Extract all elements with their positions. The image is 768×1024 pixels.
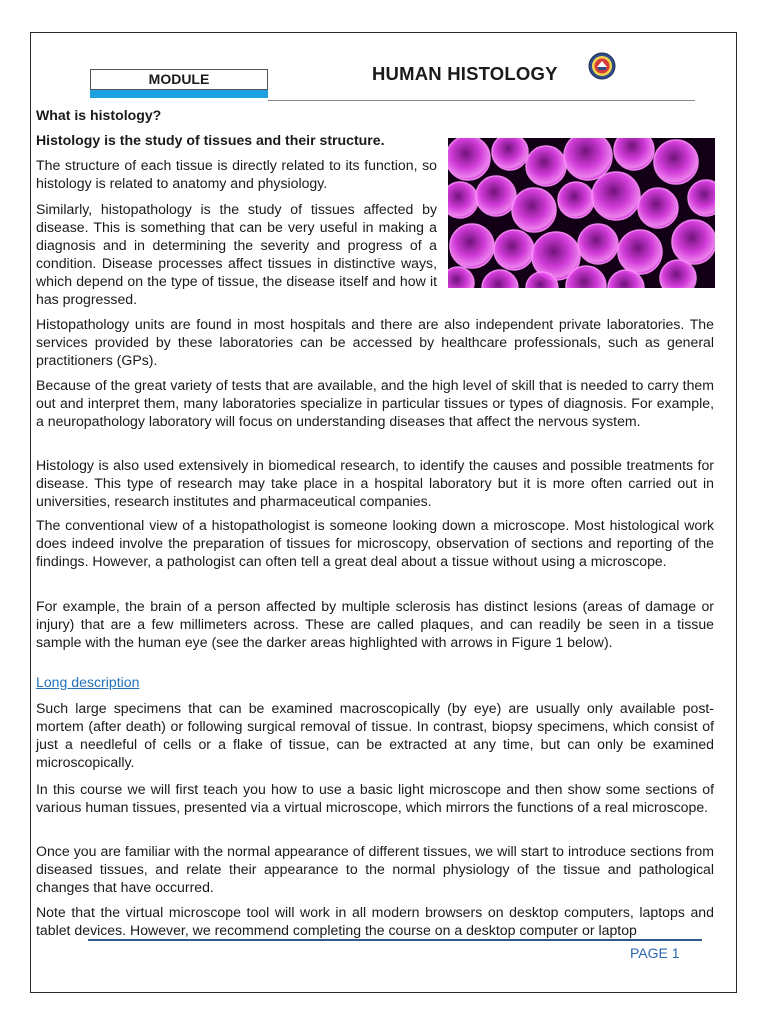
paragraph-research: Histology is also used extensively in biomedical research, to identify the causes and possible treatments for disease. This type of research may take place in a hospital laboratory but it is more often carried out in universities, research institutes and pharmaceutical companies. bbox=[36, 457, 714, 509]
cell-3 bbox=[526, 146, 566, 186]
cell-8 bbox=[448, 182, 478, 218]
cell-9 bbox=[476, 176, 516, 216]
cell-18 bbox=[578, 224, 618, 264]
cell-2 bbox=[492, 138, 528, 170]
magenta-cells-micrograph-icon bbox=[448, 138, 715, 288]
page-number: PAGE 1 bbox=[630, 945, 680, 961]
cell-4 bbox=[564, 138, 612, 180]
paragraph-specimens: Such large specimens that can be examined macroscopically (by eye) are usually only available post-mortem (after death) or following surgical removal of tissue. In contrast, biopsy specimens, which consist of just a needleful of cells or a flake of tissue, can be extracted at any time, but can only be examined microscopically. bbox=[36, 700, 714, 770]
cell-13 bbox=[638, 188, 678, 228]
paragraph-course: In this course we will first teach you how to use a basic light microscope and then show some sections of various human tissues, presented via a virtual microscope, which mirrors the functions of a real microscope. bbox=[36, 781, 714, 815]
definition-heading: Histology is the study of tissues and their structure. bbox=[36, 132, 385, 148]
paragraph-structure: The structure of each tissue is directly related to its function, so histology is related to anatomy and physiology. bbox=[36, 157, 437, 191]
seal-emblem-icon bbox=[588, 52, 616, 80]
cell-6 bbox=[654, 140, 698, 184]
paragraph-virtual-microscope: Note that the virtual microscope tool will work in all modern browsers on desktop computers, laptops and tablet devices. However, we recommend completing the course on a desktop computer or laptop bbox=[36, 904, 714, 938]
paragraph-diseased: Once you are familiar with the normal appearance of different tissues, we will start to introduce sections from diseased tissues, and relate their appearance to the normal physiology of the tissue and pathological changes that have occurred. bbox=[36, 843, 714, 895]
module-label: MODULE bbox=[90, 69, 268, 90]
cell-15 bbox=[450, 224, 494, 268]
cell-14 bbox=[672, 220, 715, 264]
cell-19 bbox=[618, 230, 662, 274]
cell-12 bbox=[592, 172, 640, 220]
cell-5 bbox=[614, 138, 654, 170]
histology-figure bbox=[448, 138, 715, 288]
paragraph-units: Histopathology units are found in most hospitals and there are also independent private laboratories. The services provided by these laboratories can be accessed by healthcare professionals, such as general practitioners (GPs). bbox=[36, 316, 714, 368]
document-title: HUMAN HISTOLOGY bbox=[372, 63, 558, 84]
long-description-link[interactable]: Long description bbox=[36, 674, 140, 690]
module-accent-bar bbox=[90, 90, 268, 98]
paragraph-ms-example: For example, the brain of a person affected by multiple sclerosis has distinct lesions (areas of damage or injury) that are a few millimeters across. These are called plaques, and can readily be seen in a tissue sample with the human eye (see the darker areas highlighted with arrows in Figure 1 below). bbox=[36, 598, 714, 650]
paragraph-tests: Because of the great variety of tests that are available, and the high level of skill that is needed to carry them out and interpret them, many laboratories specialize in particular tissues or types of diagnosis. For example, a neuropathology laboratory will focus on understanding diseases that affect the nervous system. bbox=[36, 377, 714, 429]
cell-1 bbox=[448, 138, 490, 180]
paragraph-histopathologist: The conventional view of a histopathologist is someone looking down a microscope. Most histological work does indeed involve the preparation of tissues for microscopy, observation of sections and reporting of the findings. However, a pathologist can often tell a great deal about a tissue without using a microscope. bbox=[36, 517, 714, 569]
cell-11 bbox=[558, 182, 594, 218]
footer-rule bbox=[88, 939, 702, 941]
cell-20 bbox=[660, 260, 696, 288]
cell-16 bbox=[494, 230, 534, 270]
header-rule bbox=[268, 100, 695, 101]
cell-10 bbox=[512, 188, 556, 232]
paragraph-histopathology: Similarly, histopathology is the study of tissues affected by disease. This is something that can be very useful in making a diagnosis and in determining the severity and progress of a condition. Disease processes affect tissues in distinctive ways, which depend on the type of tissue, the disease itself and how it has progressed. bbox=[36, 201, 437, 307]
intro-question: What is histology? bbox=[36, 107, 162, 123]
